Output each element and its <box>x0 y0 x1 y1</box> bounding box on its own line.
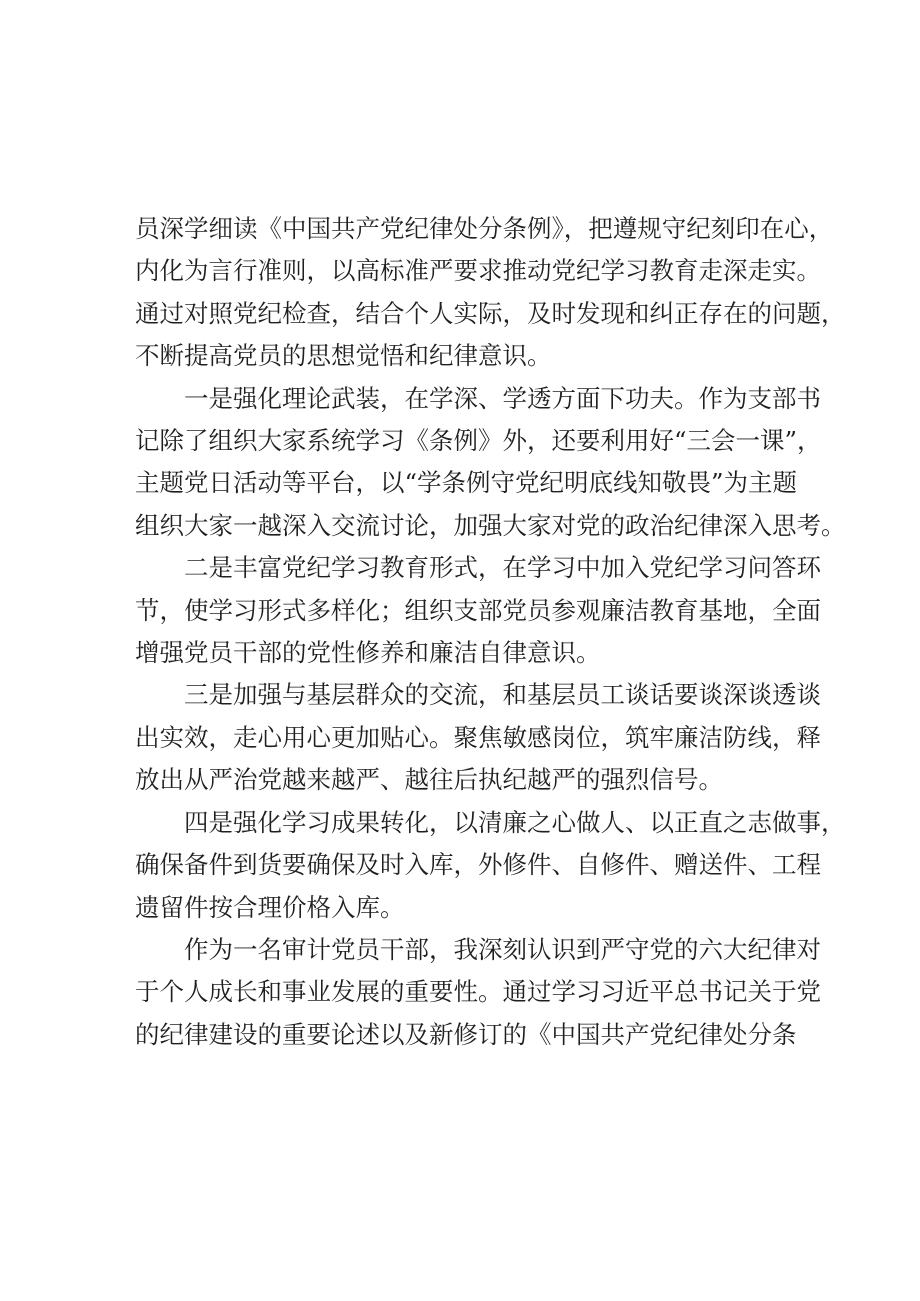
text-line: 不断提高党员的思想觉悟和纪律意识。 <box>135 341 552 371</box>
text-line: 主题党日活动等平台，以“学条例守党纪明底线知敬畏”为主题 <box>135 468 798 498</box>
paragraph-point-four <box>135 802 846 929</box>
paragraph-point-one <box>135 378 846 548</box>
paragraph-conclusion <box>135 929 821 1056</box>
text-line: 三是加强与基层群众的交流，和基层员工谈话要谈深谈透谈 <box>184 680 821 710</box>
text-line: 员深学细读《中国共产党纪律处分条例》，把遵规守纪刻印在心， <box>135 214 834 243</box>
text-line: 增强党员干部的党性修养和廉洁自律意识。 <box>135 638 601 668</box>
paragraph-point-three <box>135 674 821 801</box>
text-line: 放出从严治党越来越严、越往后执纪越严的强烈信号。 <box>135 765 723 795</box>
text-line: 内化为言行准则，以高标准严要求推动党纪学习教育走深走实。 <box>135 256 821 286</box>
text-line: 出实效，走心用心更加贴心。聚焦敏感岗位，筑牢廉洁防线，释 <box>135 722 821 752</box>
text-line: 作为一名审计党员干部，我深刻认识到严守党的六大纪律对 <box>184 934 821 964</box>
text-line: 二是丰富党纪学习教育形式，在学习中加入党纪学习问答环 <box>184 553 821 583</box>
document-body <box>135 208 846 1056</box>
text-line: 四是强化学习成果转化，以清廉之心做人、以正直之志做事， <box>184 807 846 837</box>
text-line: 一是强化理论武装，在学深、学透方面下功夫。作为支部书 <box>184 383 821 413</box>
text-line: 节，使学习形式多样化；组织支部党员参观廉洁教育基地，全面 <box>135 595 821 625</box>
text-line: 的纪律建设的重要论述以及新修订的《中国共产党纪律处分条 <box>135 1019 797 1049</box>
text-line: 通过对照党纪检查，结合个人实际，及时发现和纠正存在的问题， <box>135 298 846 328</box>
text-line: 组织大家一越深入交流讨论，加强大家对党的政治纪律深入思考。 <box>135 510 846 540</box>
text-line: 记除了组织大家系统学习《条例》外，还要利用好“三会一课”， <box>135 426 822 456</box>
text-line: 于个人成长和事业发展的重要性。通过学习习近平总书记关于党 <box>135 977 821 1007</box>
text-line: 确保备件到货要确保及时入库，外修件、自修件、赠送件、工程 <box>135 850 821 880</box>
text-line: 遗留件按合理价格入库。 <box>135 892 405 922</box>
paragraph-point-two <box>135 547 821 674</box>
paragraph-intro <box>135 208 846 378</box>
